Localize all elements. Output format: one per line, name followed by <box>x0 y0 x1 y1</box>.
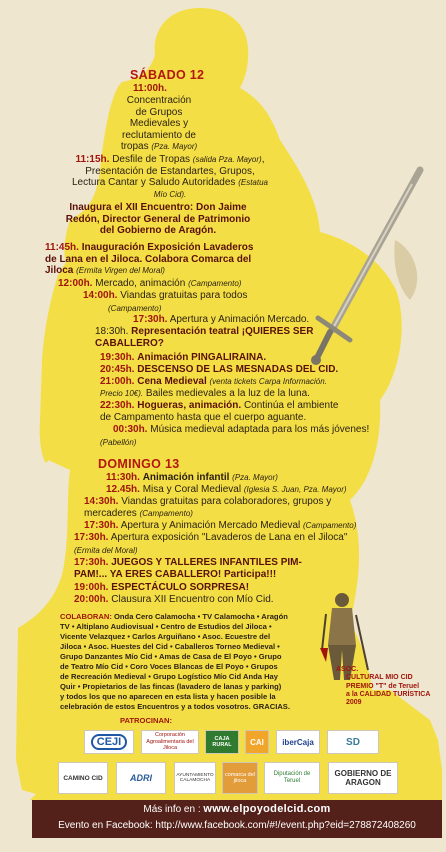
schedule-item: 12:00h. Mercado, animación (Campamento) <box>58 278 242 289</box>
sponsor-logo: iberCaja <box>276 730 320 754</box>
collaborators-label: COLABORAN: <box>60 612 112 621</box>
sponsor-logo: CAMINO CID <box>58 762 108 794</box>
sunday-heading: DOMINGO 13 <box>98 457 180 471</box>
program-text: SÁBADO 12 11:00h. Concentración de Grupos Medievales y reclutamiento de tropas (Pza. Mayor) 11:15h. Desfile de Tropas (salida Pza. Mayor), Presentación de Estandartes, Grupos, Lectura Cantar y Saludo Autoridades (Estatua Mío Cid). Inaugura el XII Encuentro: Don Jaime Redón, Director General de Patrimonio del Gobierno de Aragón. 11:45h. Inauguración Exposición Lavaderos de Lana en el Jiloca. Colabora Comarca del Jiloca (Ermita Virgen del Moral) 12:00h. Mercado, animación (Campamento) 14:00h. Viandas gratuitas para todos (Campamento) 17:30h. Apertura y Animación Mercado. 18:30h. Representación teatral ¡QUIERES SER CABALLERO? 19:30h. Animación PINGALIRAINA. 20:45h. DESCENSO DE LAS MESNADAS DEL CID. 21:00h. Cena Medieval (venta tickets Carpa Información. Precio 10€). Bailes medievales a la luz de la luna. 22:30h. Hogueras, animación. Continúa el ambiente de Campamento hasta que el cuerpo aguante. 00:30h. Música medieval adaptada para los más jóvenes! (Pabellón) DOMINGO 13 11:30h. Animación infantil (Pza. Mayor) 12.45h. Misa y Coral Medieval (Iglesia S. Juan, Pza. Mayor) 14:30h. Viandas gratuitas para colaboradores, grupos y mercaderes (Campamento) 17:30h. Apertura y Animación Mercado Medieval (Campamento) 17:30h. Apertura exposición "Lavaderos de Lana en el Jiloca" (Ermita del Moral) 17:30h. JUEGOS Y TALLERES INFANTILES PIM-PAM!... YA ERES CABALLERO! Participa!!! 19:00h. ESPECTÁCULO SORPRESA! 20:00h. Clausura XII Encuentro con Mío Cid. COLABORAN: Onda Cero Calamocha • TV Calamocha • Aragón TV • Altiplano Audiovisual • Centro de Estudios del Jiloca • Vicente Velazquez • Carlos Arguiñano • Asoc. Ecuestre del Jiloca • Asoc. Huestes del Cid • Caballeros Torneo Medieval • Grupo Danzantes Mío Cid • Amas de Casa de El Poyo • Grupo de Teatro Mío Cid • Coro Voces Blancas de El Poyo • Grupos de Recreación Medieval • Grupo Logístico Mío Cid Anda Hay Quir • Propietarios de las fincas (lavadero de lanas y parking) y todos los que no aparecen en esta lista y hacen posible la celebración de estos Encuentros y a todos vosotros. GRACIAS. ASOC. CULTURAL MIO CID PREMIO "T" de Teruel a la CALIDAD TURÍSTICA 2009 PATROCINAN: CEJI Corporación Agroalimentaria del Jiloca CAJA RURAL CAI iberCaja SD CAMINO CID ADRI AYUNTAMIENTO CALAMOCHA comarca del jiloca Diputación de Teruel GOBIERNO DE ARAGON <box>0 0 446 852</box>
item-text: Desfile de Tropas <box>112 154 191 165</box>
schedule-item: 12.45h. Misa y Coral Medieval (Iglesia S. Juan, Pza. Mayor) <box>106 484 347 495</box>
sponsor-logo: AYUNTAMIENTO CALAMOCHA <box>174 762 216 794</box>
item-text: Concentración de Grupos Medievales y reclutamiento de tropas (Pza. Mayor) <box>120 95 198 152</box>
item-time: 11:45h. <box>45 242 79 253</box>
website-link[interactable]: www.elpoyodelcid.com <box>203 803 331 815</box>
facebook-event-link[interactable]: Evento en Facebook: http://www.facebook.com/#!/event.php?eid=278872408260 <box>58 820 416 831</box>
schedule-item: 17:30h. Apertura y Animación Mercado. <box>133 314 310 325</box>
more-info-label: Más info en : <box>143 804 201 815</box>
schedule-item: 20:45h. DESCENSO DE LAS MESNADAS DEL CID. <box>100 364 339 375</box>
sponsor-logo: Diputación de Teruel <box>264 762 320 794</box>
sponsor-logo: Corporación Agroalimentaria del Jiloca <box>141 730 199 754</box>
sponsors-label: PATROCINAN: <box>120 716 173 725</box>
sponsor-logo: CAI <box>245 730 269 754</box>
item-text: Inauguración Exposición Lavaderos de Lana en el Jiloca. Colabora Comarca del Jiloca <box>45 242 254 276</box>
sponsor-logo: ADRI <box>116 762 166 794</box>
footer-bar <box>32 800 442 838</box>
inauguration-text: Inaugura el XII Encuentro: Don Jaime Redón, Director General de Patrimonio del Gobierno de Aragón. <box>65 202 251 236</box>
item-time: 11:15h. <box>75 154 110 165</box>
saturday-heading: SÁBADO 12 <box>130 68 205 82</box>
sponsor-logo: GOBIERNO DE ARAGON <box>328 762 398 794</box>
sponsor-logo: SD <box>327 730 379 754</box>
sponsor-logo: CAJA RURAL <box>205 730 239 754</box>
schedule-item: 19:00h. ESPECTÁCULO SORPRESA! <box>74 582 250 593</box>
schedule-item: 11:30h. Animación infantil (Pza. Mayor) <box>106 472 278 483</box>
sponsor-logo: comarca del jiloca <box>222 762 258 794</box>
item-time: 11:00h. <box>133 83 167 94</box>
schedule-item: 19:30h. Animación PINGALIRAINA. <box>100 352 267 363</box>
schedule-item: 20:00h. Clausura XII Encuentro con Mío Cid. <box>74 594 274 605</box>
sponsor-logo: CEJI <box>84 730 134 754</box>
schedule-item: 17:30h. Apertura y Animación Mercado Medieval (Campamento) <box>84 520 357 531</box>
